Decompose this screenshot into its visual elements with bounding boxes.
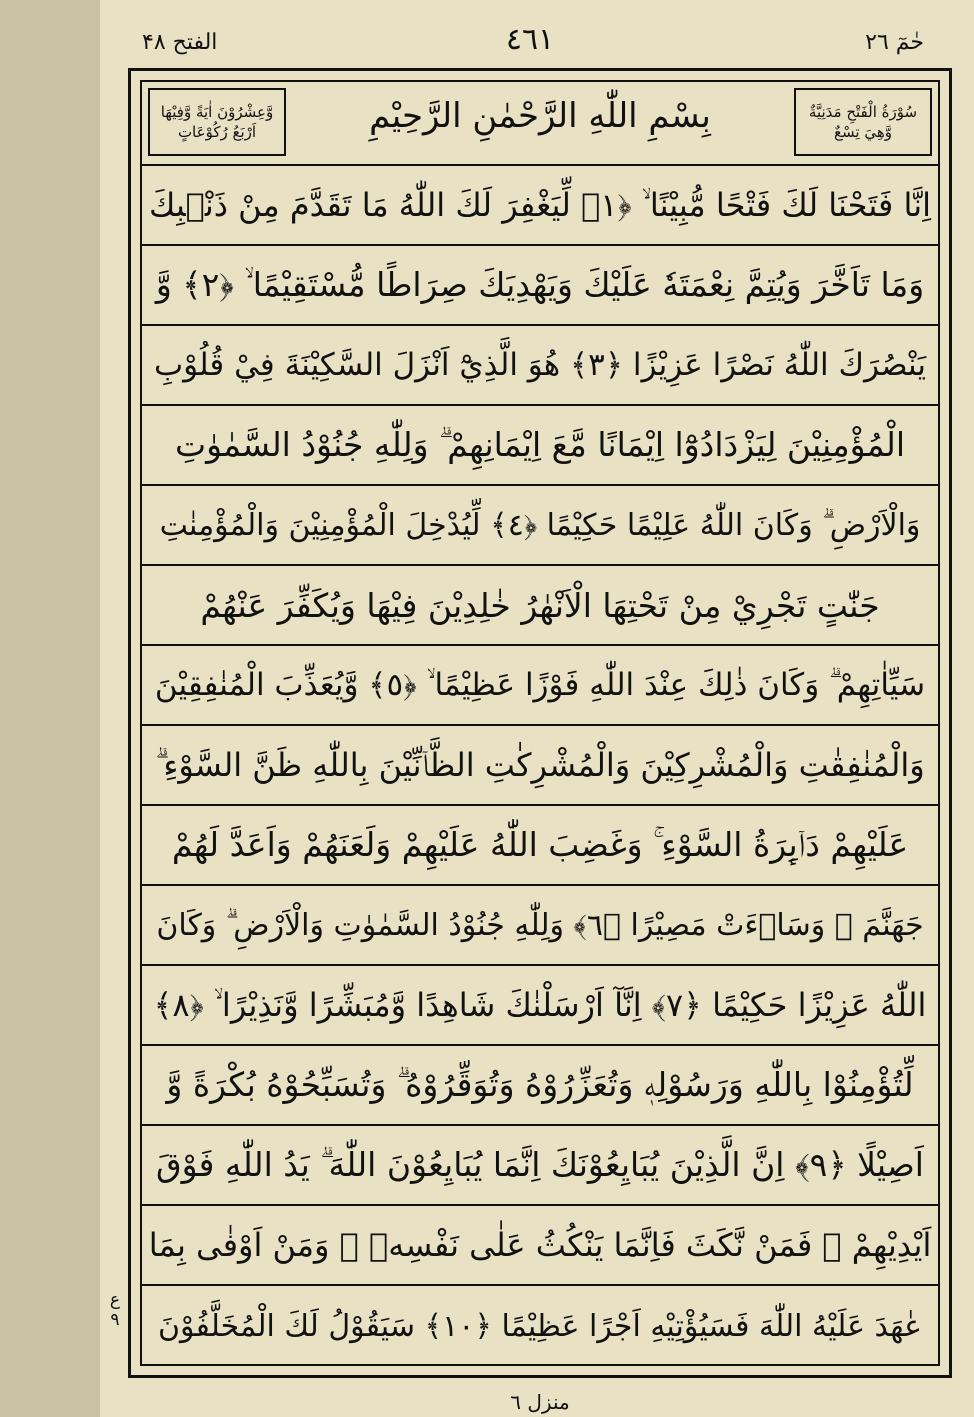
surah-heading	[140, 80, 940, 166]
verse-line	[140, 646, 940, 726]
verse-line	[140, 246, 940, 326]
verse-line	[140, 1046, 940, 1126]
verse-line	[140, 326, 940, 406]
verse-line	[140, 886, 940, 966]
ruku-marker: ع ٩	[109, 1290, 121, 1330]
verse-text: عٰهَدَ عَلَيْهُ اللّٰهَ فَسَيُؤْتِيْهِ اَجْرًا عَظِيْمًا ﴿١٠﴾ سَيَقُوْلُ لَكَ الْمُخَلَّفُوْنَ	[158, 1308, 923, 1344]
verse-text: اللّٰهُ عَزِيْزًا حَكِيْمًا ﴿٧﴾ اِنَّآ اَرْسَلْنٰكَ شَاهِدًا وَّمُبَشِّرًا وَّنَذِيْرًا ۙ ﴿٨﴾	[153, 985, 927, 1024]
verse-line	[140, 1286, 940, 1366]
verse-line	[140, 486, 940, 566]
verse-text: سَيِّاٰتِهِمْ ۗ وَكَانَ ذٰلِكَ عِنْدَ اللّٰهِ فَوْزًا عَظِيْمًا ۙ ﴿٥﴾ وَّيُعَذِّبَ الْمُنٰفِقِيْنَ	[154, 666, 926, 703]
verse-text: وَالْمُنٰفِقٰتِ وَالْمُشْرِكِيْنَ وَالْمُشْرِكٰتِ الظَّاۤنِّيْنَ بِاللّٰهِ ظَنَّ السَّوْءِ ۗ	[155, 745, 925, 784]
para-reference: حٰمٓ ٢٦	[865, 30, 924, 55]
page-header	[100, 22, 974, 62]
verse-text: اَيْدِيْهِمْ ۚ فَمَنْ نَّكَثَ فَاِنَّمَا يَنْكُثُ عَلٰى نَفْسِهٖ ۚ وَمَنْ اَوْفٰى بِمَا	[148, 1226, 932, 1264]
verse-text: يَنْصُرَكَ اللّٰهُ نَصْرًا عَزِيْزًا ﴿٣﴾ هُوَ الَّذِيْٓ اَنْزَلَ السَّكِيْنَةَ فِيْ قُلُوْبِ	[153, 347, 927, 383]
verse-text: عَلَيْهِمْ دَاۤىِٕرَةُ السَّوْءِ ۚ وَغَضِبَ اللّٰهُ عَلَيْهِمْ وَلَعَنَهُمْ وَاَعَدَّ لَهُمْ	[171, 825, 909, 864]
verse-line	[140, 166, 940, 246]
verse-line	[140, 406, 940, 486]
surah-info-right-box: وَّعِشْرُوْنَ اٰيَةً وَّفِيْهَا اَرْبَعُ رُكُوْعَاتٍ	[148, 88, 286, 156]
verse-text: وَمَا تَاَخَّرَ وَيُتِمَّ نِعْمَتَهٗ عَلَيْكَ وَيَهْدِيَكَ صِرَاطًا مُّسْتَقِيْمًا ۙ ﴿٢﴾ وَّ	[155, 265, 925, 304]
verse-line	[140, 566, 940, 646]
verse-line	[140, 1206, 940, 1286]
surah-info-left-box: سُوْرَةُ الْفَتْحِ مَدَنِيَّةٌ وَّهِيَ تِسْعٌ	[794, 88, 932, 156]
verse-text: الْمُؤْمِنِيْنَ لِيَزْدَادُوْٓا اِيْمَانًا مَّعَ اِيْمَانِهِمْ ۗ وَلِلّٰهِ جُنُوْدُ السَّمٰوٰتِ	[175, 425, 905, 464]
verse-line	[140, 966, 940, 1046]
text-block	[140, 80, 940, 1366]
bismillah: بِسْمِ اللّٰهِ الرَّحْمٰنِ الرَّحِيْمِ	[369, 96, 711, 136]
page-number: ٤٦١	[505, 22, 555, 57]
verse-line	[140, 1126, 940, 1206]
verse-text: اِنَّا فَتَحْنَا لَكَ فَتْحًا مُّبِيْنًا ۙ ﴿١﴾ لِّيَغْفِرَ لَكَ اللّٰهُ مَا تَقَدَّمَ مِنْ ذَنْۢبِكَ	[149, 185, 932, 224]
verse-text: اَصِيْلًا ﴿٩﴾ اِنَّ الَّذِيْنَ يُبَايِعُوْنَكَ اِنَّمَا يُبَايِعُوْنَ اللّٰهَ ۗ يَدُ اللّٰهِ فَوْقَ	[156, 1145, 924, 1184]
verse-text: جَهَنَّمَ ۗ وَسَاۤءَتْ مَصِيْرًا ﴿٦﴾ وَلِلّٰهِ جُنُوْدُ السَّمٰوٰتِ وَالْاَرْضِ ۗ وَكَانَ	[156, 907, 924, 943]
manzil-footer: منزل ٦	[510, 1390, 570, 1414]
verse-line	[140, 726, 940, 806]
verse-text: وَالْاَرْضِ ۗ وَكَانَ اللّٰهُ عَلِيْمًا حَكِيْمًا ﴿٤﴾ لِّيُدْخِلَ الْمُؤْمِنِيْنَ وَالْمُؤْمِنٰتِ	[159, 507, 921, 543]
mushaf-page	[100, 0, 974, 1417]
verse-text: لِّتُؤْمِنُوْا بِاللّٰهِ وَرَسُوْلِهٖ وَتُعَزِّرُوْهُ وَتُوَقِّرُوْهُ ۗ وَتُسَبِّحُوْهُ بُكْرَةً وَّ	[166, 1065, 914, 1104]
surah-reference: الفتح ۴۸	[142, 30, 218, 55]
verse-line	[140, 806, 940, 886]
verse-text: جَنّٰتٍ تَجْرِيْ مِنْ تَحْتِهَا الْاَنْهٰرُ خٰلِدِيْنَ فِيْهَا وَيُكَفِّرَ عَنْهُمْ	[200, 585, 880, 625]
